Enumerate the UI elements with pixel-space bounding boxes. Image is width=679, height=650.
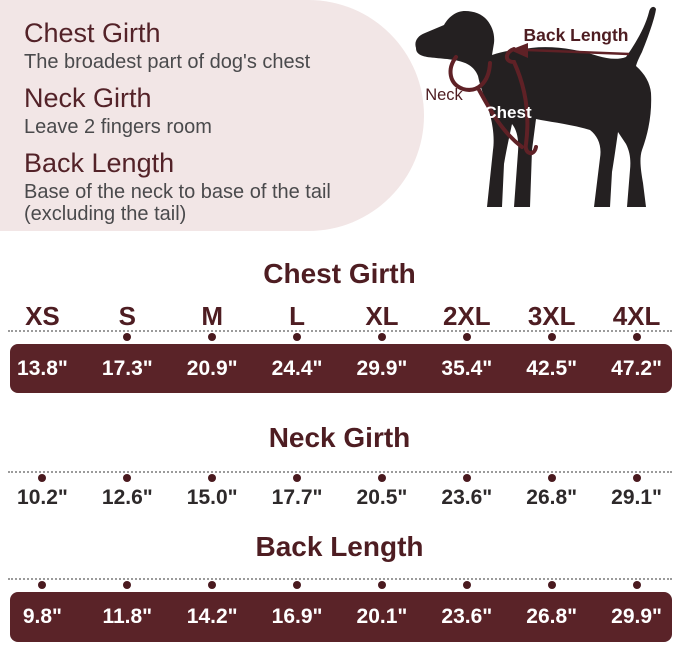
size-label-m: M [201,301,224,331]
size-marker-dot [463,581,471,589]
back-value-s: 11.8" [102,605,153,628]
neck-value-m: 15.0" [186,486,238,509]
size-marker-dot [123,333,131,341]
size-marker-dot [548,333,556,341]
size-marker-dot [208,333,216,341]
size-marker-dot [378,333,386,341]
size-marker-dot [123,581,131,589]
info-desc-back-length-2: (excluding the tail) [24,203,187,225]
back-length-values-row [0,592,679,642]
chest-girth-values-row [0,344,679,393]
size-label-xs: XS [25,301,60,331]
back-value-4xl: 29.9" [611,605,662,628]
size-marker-dot [38,474,46,482]
size-marker-dot [378,474,386,482]
size-marker-dot [548,474,556,482]
dog-measurement-diagram [398,0,679,230]
neck-value-xs: 10.2" [17,486,68,509]
measurement-info-panel [0,0,424,231]
size-marker-dot [463,474,471,482]
chest-value-xs: 13.8" [17,357,68,380]
size-marker-dot [548,581,556,589]
info-desc-neck-girth: Leave 2 fingers room [24,116,212,138]
size-marker-dot [463,333,471,341]
size-marker-dot [38,581,46,589]
size-marker-dot [208,581,216,589]
info-title-neck-girth: Neck Girth [24,83,152,113]
chest-value-2xl: 35.4" [441,357,493,380]
info-item-chest [24,20,424,73]
info-title-chest-girth: Chest Girth [24,18,161,48]
size-marker-dot [293,474,301,482]
neck-diagram-label: Neck [425,86,463,104]
size-label-xl: XL [365,301,399,331]
size-label-2xl: 2XL [442,301,491,331]
size-marker-dot [208,474,216,482]
back-value-xl: 20.1" [356,605,408,628]
back-value-m: 14.2" [186,605,238,628]
size-marker-dot [123,474,131,482]
neck-value-2xl: 23.6" [441,486,493,509]
size-labels-row [0,301,679,331]
info-title-back-length: Back Length [24,148,175,178]
size-marker-dot [633,474,641,482]
neck-value-4xl: 29.1" [611,486,662,509]
chest-value-xl: 29.9" [356,357,408,380]
neck-girth-section-title: Neck Girth [268,422,411,453]
size-label-3xl: 3XL [527,301,576,331]
size-marker-dot [378,581,386,589]
info-item-neck [24,85,424,138]
back-value-xs: 9.8" [22,605,63,628]
chest-value-m: 20.9" [186,357,238,380]
neck-value-3xl: 26.8" [526,486,578,509]
back-value-l: 16.9" [271,605,323,628]
size-marker-dot [633,581,641,589]
size-label-l: L [289,301,305,331]
chest-value-4xl: 47.2" [611,357,662,380]
size-marker-dot [633,333,641,341]
info-desc-chest-girth: The broadest part of dog's chest [24,51,311,73]
chest-diagram-label: Chest [484,103,532,122]
chest-value-s: 17.3" [101,357,153,380]
back-value-3xl: 26.8" [526,605,578,628]
chest-value-3xl: 42.5" [526,357,578,380]
neck-value-s: 12.6" [101,486,153,509]
info-desc-back-length: Base of the neck to base of the tail [24,181,331,203]
size-label-s: S [118,301,136,331]
back-length-diagram-label: Back Length [523,25,629,45]
chest-value-l: 24.4" [271,357,323,380]
chest-girth-section-title: Chest Girth [263,258,416,289]
info-item-back [24,150,424,225]
size-label-4xl: 4XL [612,301,661,331]
neck-value-xl: 20.5" [356,486,408,509]
neck-girth-values-row [0,484,679,512]
size-marker-dot [293,333,301,341]
size-marker-dot [293,581,301,589]
neck-value-l: 17.7" [271,486,323,509]
back-length-section-title: Back Length [255,531,424,562]
back-value-2xl: 23.6" [441,605,493,628]
